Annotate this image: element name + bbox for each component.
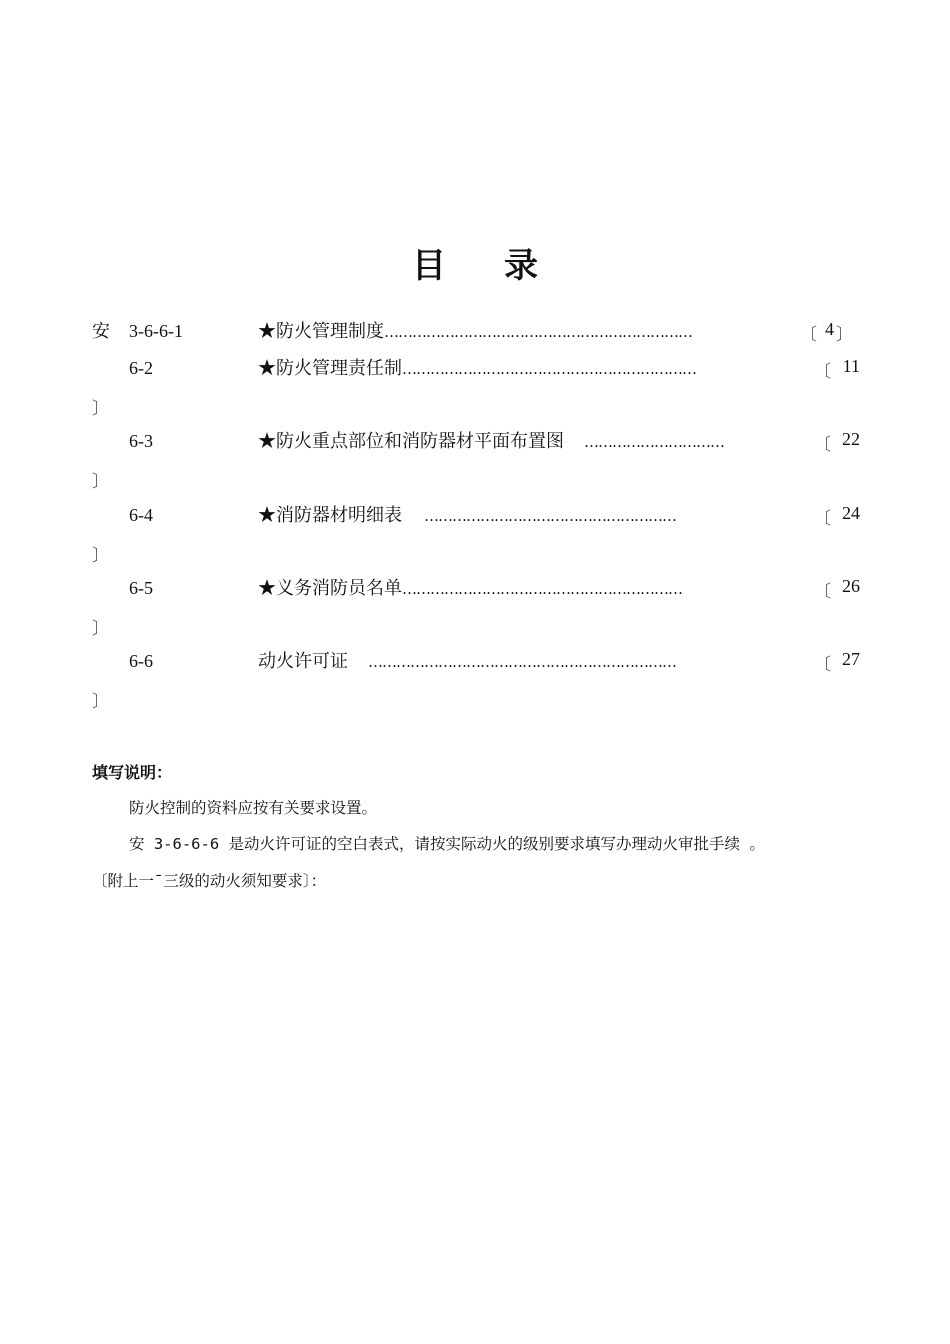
toc-leader-dots: ………………………………………………………	[402, 360, 696, 378]
toc-prefix: 安	[92, 321, 110, 341]
toc-leader-dots: ………………………………………………	[424, 507, 676, 525]
toc-page-open-bracket: 〔	[814, 582, 831, 601]
title-char-2: 录	[504, 246, 538, 286]
toc-page-close-bracket: 〕	[92, 399, 109, 418]
toc-title	[258, 429, 724, 454]
instruction-line: 防火控制的资料应按有关要求设置。	[129, 799, 378, 817]
toc-title-text: ★防火管理制度	[258, 321, 384, 341]
toc-leader-dots: …………………………………………………………	[368, 653, 676, 671]
instructions-heading: 填写说明：	[92, 763, 173, 782]
toc-title	[258, 319, 692, 344]
toc-title	[258, 503, 676, 528]
toc-title-text: 动火许可证	[258, 651, 348, 671]
toc-leader-dots: …………………………	[584, 433, 724, 451]
toc-code: 3-6-6-1	[129, 321, 183, 341]
toc-page-number: 22	[842, 429, 860, 449]
toc-page-close-bracket: 〕	[92, 692, 109, 711]
toc-page-number: 4	[825, 319, 834, 339]
toc-page-number: 11	[842, 356, 860, 376]
toc-title-text: ★防火重点部位和消防器材平面布置图	[258, 431, 564, 451]
toc-code: 6-5	[129, 578, 153, 598]
toc-code: 6-4	[129, 505, 153, 525]
toc-title	[258, 649, 676, 674]
page-title	[0, 238, 950, 287]
instruction-line: 安 3-6-6-6 是动火许可证的空白表式，请按实际动火的级别要求填写办理动火审批手续 。	[129, 835, 765, 853]
toc-page-number: 27	[842, 649, 860, 669]
toc-page-open-bracket: 〔	[814, 435, 831, 454]
toc-leader-dots: ……………………………………………………	[402, 580, 682, 598]
toc-page-number: 24	[842, 503, 860, 523]
toc-page-close-bracket: 〕	[92, 619, 109, 638]
toc-page-close-bracket: 〕	[92, 546, 109, 565]
toc-code: 6-2	[129, 358, 153, 378]
toc-leader-dots: …………………………………………………………	[384, 323, 692, 341]
toc-page-close-bracket: 〕	[836, 325, 853, 344]
toc-page-open-bracket: 〔	[814, 362, 831, 381]
toc-title-text: ★消防器材明细表	[258, 505, 402, 525]
toc-title	[258, 576, 682, 601]
title-char-1: 目	[412, 246, 446, 286]
toc-code: 6-6	[129, 651, 153, 671]
instruction-line: 〔附上一¯三级的动火须知要求〕：	[92, 872, 327, 890]
toc-page-open-bracket: 〔	[814, 509, 831, 528]
toc-title	[258, 356, 696, 381]
toc-page-open-bracket: 〔	[800, 325, 817, 344]
toc-page-open-bracket: 〔	[814, 655, 831, 674]
toc-title-text: ★防火管理责任制	[258, 358, 402, 378]
toc-code: 6-3	[129, 431, 153, 451]
toc-page-number: 26	[842, 576, 860, 596]
toc-title-text: ★义务消防员名单	[258, 578, 402, 598]
toc-page-close-bracket: 〕	[92, 472, 109, 491]
